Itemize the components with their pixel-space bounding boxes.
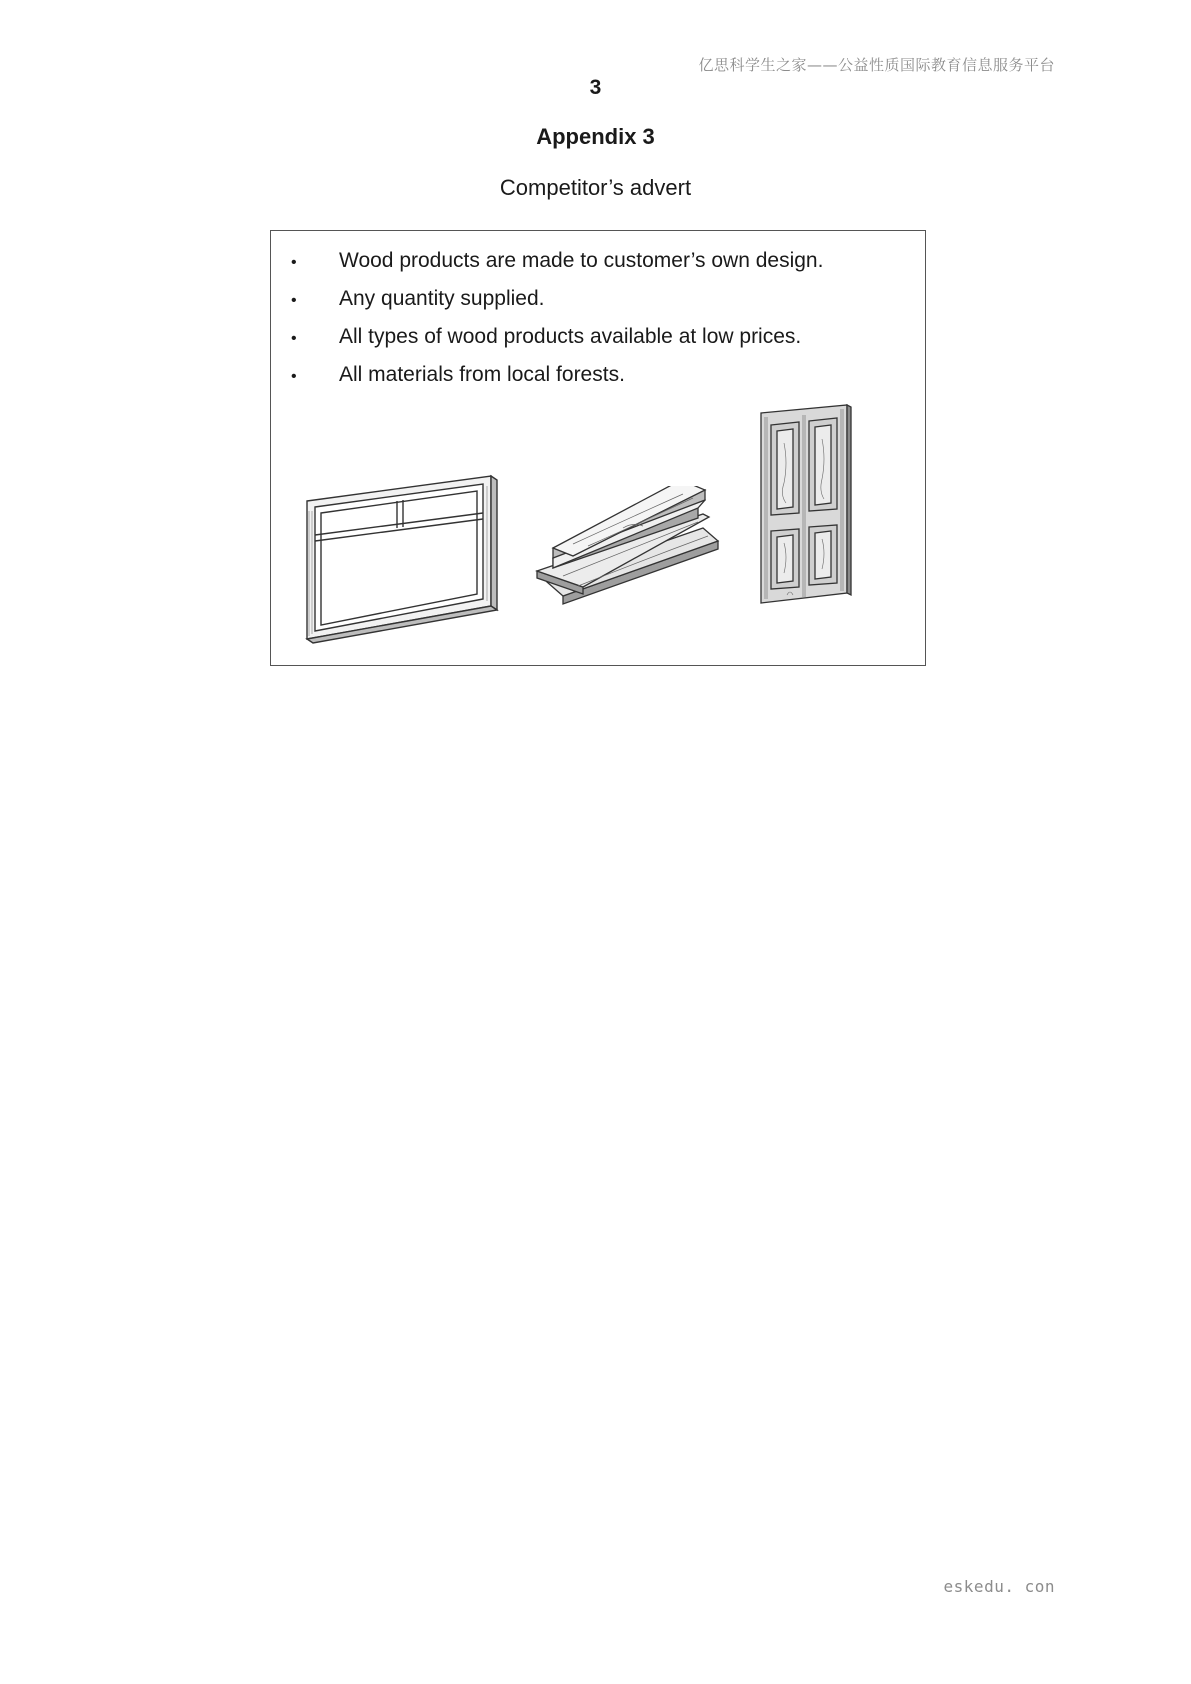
bullet-text: All types of wood products available at low prices. [339,325,802,348]
appendix-title: Appendix 3 [536,124,655,149]
window-frame-icon [301,471,501,651]
bullet-text: Wood products are made to customer’s own design. [339,249,824,272]
wooden-door-icon [757,403,857,609]
advert-bullet-list [291,249,915,401]
list-item [291,363,915,401]
bullet-icon: • [291,292,297,309]
bullet-icon: • [291,254,297,271]
page-number: 3 [589,76,602,99]
header-watermark: 亿思科学生之家——公益性质国际教育信息服务平台 [698,56,1055,74]
competitor-advert-box [270,230,926,666]
list-item [291,249,915,287]
bullet-icon: • [291,330,297,347]
bullet-icon: • [291,368,297,385]
footer-watermark: eskedu. con [943,1577,1055,1596]
list-item [291,287,915,325]
bullet-text: Any quantity supplied. [339,287,545,310]
appendix-subtitle: Competitor’s advert [499,175,692,200]
bullet-text: All materials from local forests. [339,363,625,386]
list-item [291,325,915,363]
wood-planks-icon [533,486,733,616]
